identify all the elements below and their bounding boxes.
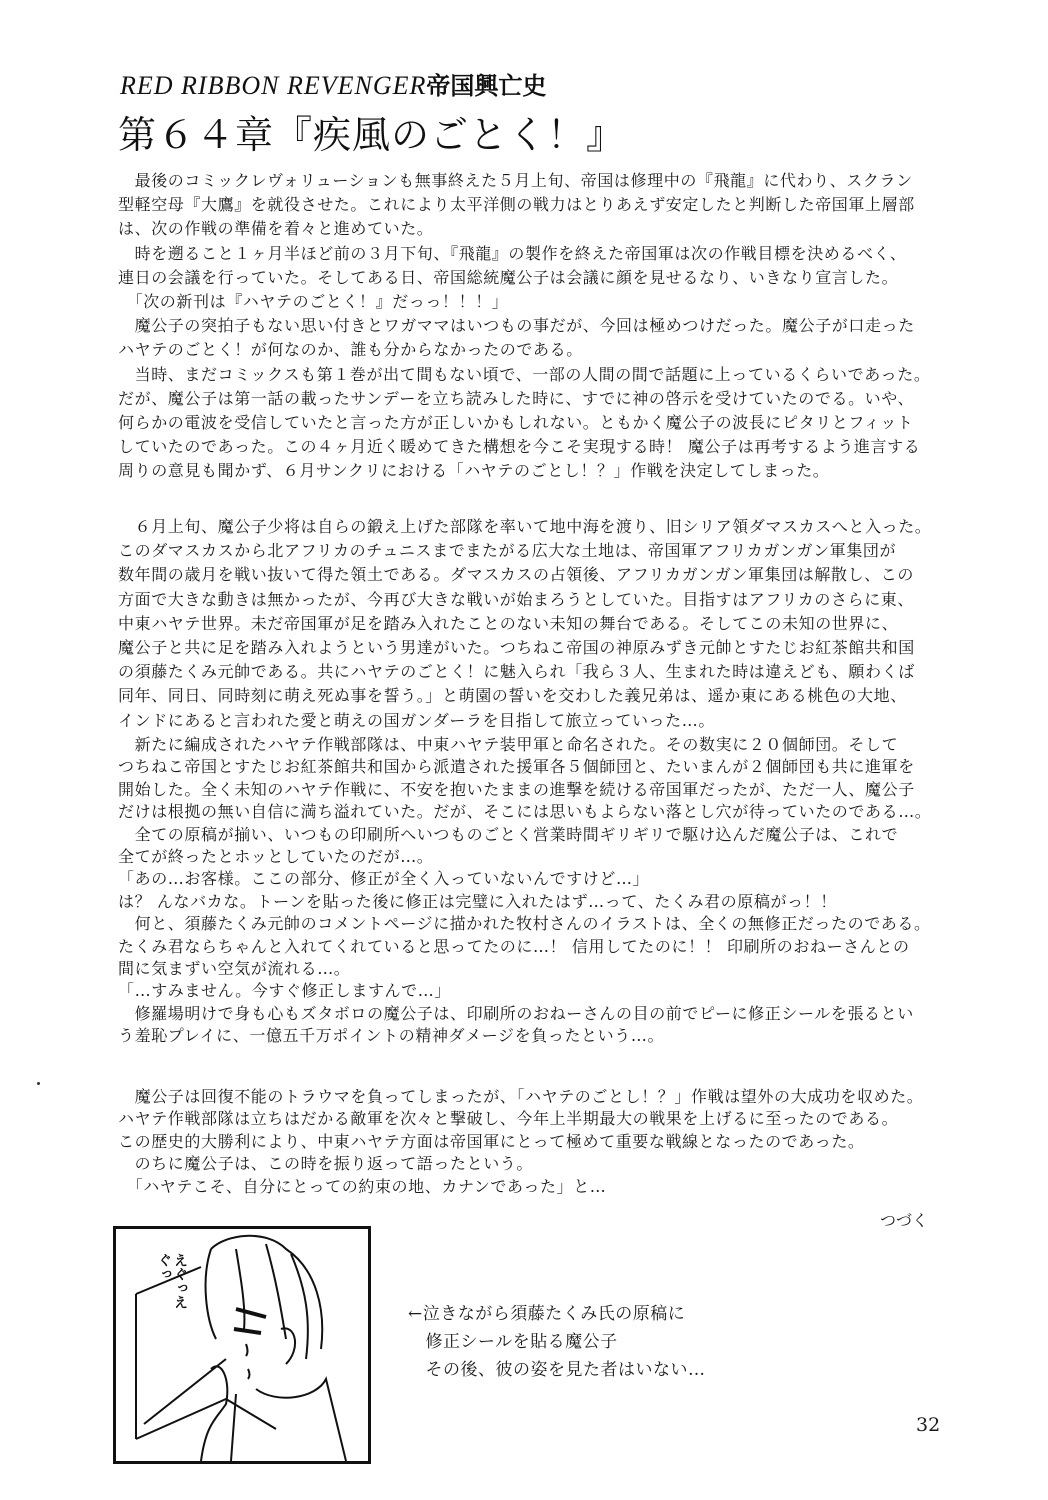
text-line: 魔公子は回復不能のトラウマを負ってしまったが、「ハヤテのごとし！？」作戦は望外の大成功を収めた。 [118, 1087, 924, 1106]
paragraph-block [118, 169, 948, 483]
text-line: 全てが終ったとホッとしていたのだが…。 [118, 846, 434, 866]
series-subtitle: 帝国興亡史 [426, 72, 547, 100]
text-line: だけは根拠の無い自信に満ち溢れていた。だが、そこには思いもよらない落とし穴が待っていたのである…。 [118, 802, 932, 822]
text-line: のちに魔公子は、この時を振り返って語ったという。 [118, 1154, 534, 1174]
text-line: このダマスカスから北アフリカのチュニスまでまたがる広大な土地は、帝国軍アフリカガンガン軍集団が [118, 541, 897, 561]
text-line: う羞恥プレイに、一億五千万ポイントの精神ダメージを負ったという…。 [118, 1026, 665, 1046]
to-be-continued: つづく [880, 1211, 929, 1230]
caption-line: 修正シールを貼る魔公子 [408, 1332, 618, 1352]
sound-effect-text: えぐっえぐっ [156, 1253, 188, 1309]
page-number: 32 [916, 1414, 941, 1436]
text-line: 時を遡ること１ヶ月半ほど前の３月下旬、『飛龍』の製作を終えた帝国軍は次の作戦目標を決めるべく、 [118, 243, 907, 263]
text-line: 「次の新刊は『ハヤテのごとく！』だっっ！！！」 [118, 291, 509, 311]
text-line: 当時、まだコミックスも第１巻が出て間もない頃で、一部の人間の間で話題に上っているくらいであった。 [118, 364, 931, 384]
series-title-latin: RED RIBBON REVENGER [120, 71, 427, 100]
text-line: 型軽空母『大鷹』を就役させた。これにより太平洋側の戦力はとりあえず安定したと判断した帝国軍上層部 [118, 195, 915, 215]
caption-line: その後、彼の姿を見た者はいない… [408, 1360, 706, 1380]
text-line: 最後のコミックレヴォリューションも無事終えた５月上旬、帝国は修理中の『飛龍』に代わり、スクラン [118, 171, 913, 190]
text-line: 魔公子の突拍子もない思い付きとワガママはいつもの事だが、今回は極めつけだった。魔公子が口走った [118, 316, 915, 336]
text-line: の須藤たくみ元帥である。共にハヤテのごとく！に魅入られ「我ら３人、生まれた時は違えども、願わくば [118, 662, 915, 682]
text-line: 「…すみません。今すぐ修正しますんで…」 [118, 981, 451, 1001]
text-line: 魔公子と共に足を踏み入れようという男達がいた。つちねこ帝国の神原みずき元帥とすたじお紅茶館共和国 [118, 637, 915, 657]
crying-character-drawing [116, 1229, 368, 1461]
text-line: つちねこ帝国とすたじお紅茶館共和国から派遣された援軍各５個師団と、たいまんが２個師団も共に進軍を [118, 757, 915, 777]
text-line: 「あの…お客様。ここの部分、修正が全く入っていないんですけど…」 [118, 869, 650, 889]
text-line: 開始した。全く未知のハヤテ作戦に、不安を抱いたままの進撃を続ける帝国軍だったが、ただ一人、魔公子 [118, 779, 915, 799]
paragraph-block [118, 734, 948, 1047]
text-line: 新たに編成されたハヤテ作戦部隊は、中東ハヤテ装甲軍と命名された。その数実に２０個師団。そして [118, 735, 899, 754]
text-line: 何と、須藤たくみ元帥のコメントページに描かれた牧村さんのイラストは、全くの無修正だったのである。 [118, 914, 931, 934]
text-line: 同年、同日、同時刻に萌え死ぬ事を誓う。」と萌園の誓いを交わした義兄弟は、遥か東にある桃色の大地、 [118, 686, 907, 706]
text-line: 連日の会議を行っていた。そしてある日、帝国総統魔公子は会議に顔を見せるなり、いきなり宣言した。 [118, 267, 899, 287]
paragraph-block [118, 1086, 948, 1198]
text-line: は、次の作戦の準備を着々と進めていた。 [118, 219, 434, 239]
text-line: この歴史的大勝利により、中東ハヤテ方面は帝国軍にとって極めて重要な戦線となったのであった。 [118, 1131, 865, 1151]
series-title [120, 66, 546, 101]
text-line: 数年間の歳月を戦い抜いて得た領土である。ダマスカスの占領後、アフリカガンガン軍集団は解散し、この [118, 565, 915, 585]
text-line: 全ての原稿が揃い、いつもの印刷所へいつものごとく営業時間ギリギリで駆け込んだ魔公子は、これで [118, 824, 899, 844]
text-line: 方面で大きな動きは無かったが、今再び大きな戦いが始まろうとしていた。目指すはアフリカのさらに東、 [118, 589, 915, 609]
text-line: だが、魔公子は第一話の載ったサンデーを立ち読みした時に、すでに神の啓示を受けていたのでる。いや、 [118, 388, 915, 408]
comic-panel-illustration [113, 1226, 371, 1464]
text-line: ハヤテ作戦部隊は立ちはだかる敵軍を次々と撃破し、今年上半期最大の戦果を上げるに至ったのである。 [118, 1109, 899, 1129]
text-line: インドにあると言われた愛と萌えの国ガンダーラを目指して旅立っていった…。 [118, 710, 715, 730]
chapter-title: 第６４章『疾風のごとく！』 [118, 113, 626, 157]
text-line: 間に気まずい空気が流れる…。 [118, 958, 351, 978]
text-line: ６月上旬、魔公子少将は自らの鍛え上げた部隊を率いて地中海を渡り、旧シリア領ダマスカスへと入った。 [118, 517, 932, 536]
text-line: 「ハヤテこそ、自分にとっての約束の地、カナンであった」と… [118, 1176, 607, 1196]
caption-line: ←泣きながら須藤たくみ氏の原稿に [408, 1304, 686, 1324]
paragraph-block [118, 515, 948, 733]
text-line: 何らかの電波を受信していたと言った方が正しいかもしれない。ともかく魔公子の波長にピタリとフィット [118, 412, 914, 432]
text-line: 中東ハヤテ世界。未だ帝国軍が足を踏み入れたことのない未知の舞台である。そしてこの未知の世界に、 [118, 613, 899, 633]
text-line: ハヤテのごとく！が何なのか、誰も分からなかったのである。 [118, 340, 583, 360]
text-line: 修羅場明けで身も心もズタボロの魔公子は、印刷所のおねーさんの目の前でピーに修正シールを張るとい [118, 1003, 914, 1023]
text-line: たくみ君ならちゃんと入れてくれていると思ってたのに…！ 信用してたのに！！ 印刷所のおねーさんとの [118, 936, 910, 956]
text-line: していたのであった。この４ヶ月近く暖めてきた構想を今こそ実現する時！ 魔公子は再考するよう進言する [118, 437, 921, 457]
scan-speck [37, 1082, 40, 1085]
text-line: は？ んなバカな。トーンを貼った後に修正は完璧に入れたはず…って、たくみ君の原稿がっ！！ [118, 891, 837, 911]
text-line: 周りの意見も聞かず、６月サンクリにおける「ハヤテのごとし！？」作戦を決定してしまった。 [118, 461, 830, 481]
illustration-caption [408, 1300, 706, 1384]
